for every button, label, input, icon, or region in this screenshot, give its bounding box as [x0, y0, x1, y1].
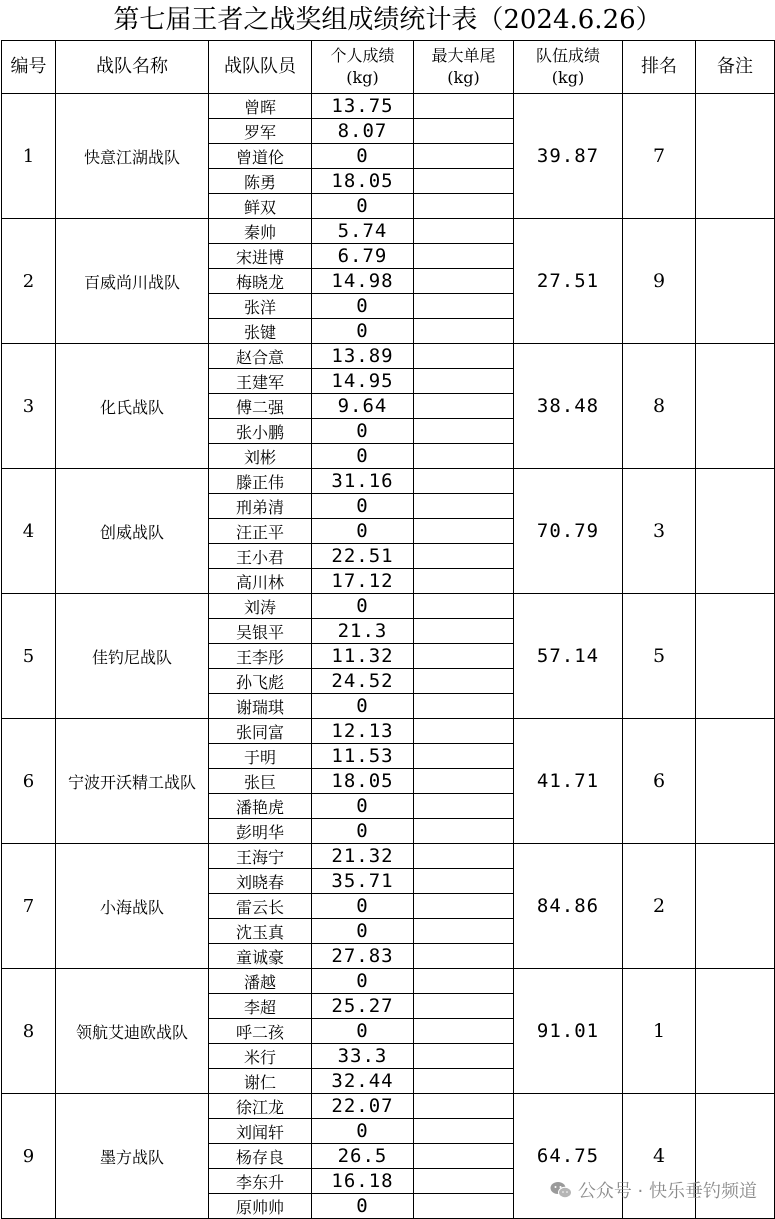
member-score: 22.51 — [312, 544, 414, 569]
header-no: 编号 — [2, 41, 56, 94]
member-name: 沈玉真 — [209, 919, 312, 944]
max-single-fish — [414, 94, 514, 119]
member-score: 12.13 — [312, 719, 414, 744]
team-rank: 5 — [623, 594, 696, 719]
team-note — [696, 844, 775, 969]
member-score: 21.32 — [312, 844, 414, 869]
max-single-fish — [414, 344, 514, 369]
max-single-fish — [414, 1069, 514, 1094]
team-rank: 9 — [623, 219, 696, 344]
team-rank: 3 — [623, 469, 696, 594]
max-single-fish — [414, 419, 514, 444]
member-name: 鲜双 — [209, 194, 312, 219]
member-name: 刘闻轩 — [209, 1119, 312, 1144]
max-single-fish — [414, 694, 514, 719]
member-name: 王小君 — [209, 544, 312, 569]
team-total: 27.51 — [514, 219, 623, 344]
max-single-fish — [414, 444, 514, 469]
member-score: 0 — [312, 1119, 414, 1144]
member-name: 谢瑞琪 — [209, 694, 312, 719]
member-score: 0 — [312, 319, 414, 344]
header-personal-unit: (kg) — [346, 68, 379, 87]
member-score: 0 — [312, 494, 414, 519]
member-score: 14.98 — [312, 269, 414, 294]
header-personal — [312, 41, 414, 94]
member-name: 米行 — [209, 1044, 312, 1069]
member-name: 雷云长 — [209, 894, 312, 919]
table-row — [2, 94, 775, 119]
table-row — [2, 969, 775, 994]
member-name: 王建军 — [209, 369, 312, 394]
member-name: 童诚豪 — [209, 944, 312, 969]
member-name: 王李彤 — [209, 644, 312, 669]
max-single-fish — [414, 319, 514, 344]
team-total: 39.87 — [514, 94, 623, 219]
max-single-fish — [414, 869, 514, 894]
member-name: 秦帅 — [209, 219, 312, 244]
member-name: 潘越 — [209, 969, 312, 994]
member-score: 13.75 — [312, 94, 414, 119]
member-score: 6.79 — [312, 244, 414, 269]
member-score: 8.07 — [312, 119, 414, 144]
member-score: 0 — [312, 1019, 414, 1044]
member-score: 26.5 — [312, 1144, 414, 1169]
max-single-fish — [414, 1019, 514, 1044]
team-name: 小海战队 — [56, 844, 209, 969]
member-name: 原帅帅 — [209, 1194, 312, 1219]
member-score: 0 — [312, 794, 414, 819]
max-single-fish — [414, 469, 514, 494]
max-single-fish — [414, 1144, 514, 1169]
member-name: 彭明华 — [209, 819, 312, 844]
member-name: 汪正平 — [209, 519, 312, 544]
member-name: 谢仁 — [209, 1069, 312, 1094]
member-name: 孙飞彪 — [209, 669, 312, 694]
max-single-fish — [414, 719, 514, 744]
team-name: 佳钓尼战队 — [56, 594, 209, 719]
member-name: 张同富 — [209, 719, 312, 744]
member-name: 陈勇 — [209, 169, 312, 194]
team-note — [696, 719, 775, 844]
team-number: 3 — [2, 344, 56, 469]
member-name: 高川林 — [209, 569, 312, 594]
max-single-fish — [414, 994, 514, 1019]
team-name: 领航艾迪欧战队 — [56, 969, 209, 1094]
team-note — [696, 94, 775, 219]
max-single-fish — [414, 544, 514, 569]
member-name: 宋进博 — [209, 244, 312, 269]
team-note — [696, 219, 775, 344]
header-member: 战队队员 — [209, 41, 312, 94]
member-name: 徐江龙 — [209, 1094, 312, 1119]
watermark-text: 公众号 · 快乐垂钓频道 — [577, 1181, 757, 1202]
max-single-fish — [414, 769, 514, 794]
member-score: 31.16 — [312, 469, 414, 494]
member-score: 0 — [312, 444, 414, 469]
member-name: 李超 — [209, 994, 312, 1019]
team-number: 5 — [2, 594, 56, 719]
member-name: 刘彬 — [209, 444, 312, 469]
max-single-fish — [414, 794, 514, 819]
max-single-fish — [414, 619, 514, 644]
team-rank: 4 — [623, 1094, 696, 1219]
max-single-fish — [414, 369, 514, 394]
max-single-fish — [414, 744, 514, 769]
member-score: 13.89 — [312, 344, 414, 369]
member-name: 张巨 — [209, 769, 312, 794]
header-row — [2, 41, 775, 94]
member-score: 27.83 — [312, 944, 414, 969]
max-single-fish — [414, 144, 514, 169]
member-name: 赵合意 — [209, 344, 312, 369]
table-row — [2, 719, 775, 744]
header-rank: 排名 — [623, 41, 696, 94]
member-name: 吴银平 — [209, 619, 312, 644]
header-total — [514, 41, 623, 94]
team-note — [696, 469, 775, 594]
max-single-fish — [414, 1169, 514, 1194]
max-single-fish — [414, 294, 514, 319]
team-name: 创威战队 — [56, 469, 209, 594]
team-rank: 6 — [623, 719, 696, 844]
member-name: 滕正伟 — [209, 469, 312, 494]
team-name: 宁波开沃精工战队 — [56, 719, 209, 844]
member-name: 呼二孩 — [209, 1019, 312, 1044]
header-note: 备注 — [696, 41, 775, 94]
team-total: 91.01 — [514, 969, 623, 1094]
header-total-label: 队伍成绩 — [535, 46, 600, 65]
max-single-fish — [414, 1119, 514, 1144]
member-name: 罗军 — [209, 119, 312, 144]
member-name: 梅晓龙 — [209, 269, 312, 294]
member-name: 刑弟清 — [209, 494, 312, 519]
member-score: 33.3 — [312, 1044, 414, 1069]
member-name: 刘涛 — [209, 594, 312, 619]
max-single-fish — [414, 894, 514, 919]
member-score: 0 — [312, 919, 414, 944]
team-note — [696, 594, 775, 719]
page-title: 第七届王者之战奖组成绩统计表（2024.6.26） — [113, 5, 662, 35]
member-name: 张洋 — [209, 294, 312, 319]
team-number: 8 — [2, 969, 56, 1094]
member-score: 24.52 — [312, 669, 414, 694]
member-name: 王海宁 — [209, 844, 312, 869]
member-score: 14.95 — [312, 369, 414, 394]
wechat-icon — [550, 1181, 572, 1199]
member-score: 21.3 — [312, 619, 414, 644]
table-row — [2, 844, 775, 869]
max-single-fish — [414, 644, 514, 669]
member-score: 35.71 — [312, 869, 414, 894]
member-score: 32.44 — [312, 1069, 414, 1094]
team-name: 快意江湖战队 — [56, 94, 209, 219]
member-score: 18.05 — [312, 169, 414, 194]
max-single-fish — [414, 594, 514, 619]
max-single-fish — [414, 269, 514, 294]
max-single-fish — [414, 1094, 514, 1119]
team-number: 4 — [2, 469, 56, 594]
member-score: 0 — [312, 894, 414, 919]
member-score: 0 — [312, 594, 414, 619]
member-score: 0 — [312, 419, 414, 444]
member-score: 17.12 — [312, 569, 414, 594]
team-rank: 2 — [623, 844, 696, 969]
member-score: 11.32 — [312, 644, 414, 669]
team-note — [696, 969, 775, 1094]
member-name: 张键 — [209, 319, 312, 344]
member-score: 0 — [312, 519, 414, 544]
team-total: 64.75 — [514, 1094, 623, 1219]
member-score: 11.53 — [312, 744, 414, 769]
max-single-fish — [414, 669, 514, 694]
team-rank: 8 — [623, 344, 696, 469]
member-name: 潘艳虎 — [209, 794, 312, 819]
header-team: 战队名称 — [56, 41, 209, 94]
header-max-unit: (kg) — [447, 68, 480, 87]
member-score: 0 — [312, 1194, 414, 1219]
team-rank: 1 — [623, 969, 696, 1094]
max-single-fish — [414, 919, 514, 944]
team-name: 墨方战队 — [56, 1094, 209, 1219]
member-name: 刘晓春 — [209, 869, 312, 894]
table-row — [2, 469, 775, 494]
watermark — [550, 1177, 757, 1203]
member-name: 张小鹏 — [209, 419, 312, 444]
results-table — [1, 40, 775, 1219]
team-number: 2 — [2, 219, 56, 344]
team-total: 84.86 — [514, 844, 623, 969]
max-single-fish — [414, 944, 514, 969]
member-score: 0 — [312, 694, 414, 719]
header-total-unit: (kg) — [551, 68, 585, 87]
header-max — [414, 41, 514, 94]
member-score: 22.07 — [312, 1094, 414, 1119]
max-single-fish — [414, 819, 514, 844]
max-single-fish — [414, 244, 514, 269]
max-single-fish — [414, 219, 514, 244]
team-total: 38.48 — [514, 344, 623, 469]
team-number: 6 — [2, 719, 56, 844]
member-score: 16.18 — [312, 1169, 414, 1194]
table-row — [2, 1094, 775, 1119]
member-score: 25.27 — [312, 994, 414, 1019]
member-name: 曾晖 — [209, 94, 312, 119]
max-single-fish — [414, 1044, 514, 1069]
member-name: 李东升 — [209, 1169, 312, 1194]
team-number: 1 — [2, 94, 56, 219]
table-row — [2, 594, 775, 619]
member-score: 0 — [312, 144, 414, 169]
max-single-fish — [414, 969, 514, 994]
member-score: 0 — [312, 194, 414, 219]
member-score: 0 — [312, 294, 414, 319]
team-name: 化氏战队 — [56, 344, 209, 469]
team-name: 百威尚川战队 — [56, 219, 209, 344]
header-personal-label: 个人成绩 — [330, 46, 395, 65]
max-single-fish — [414, 194, 514, 219]
member-score: 18.05 — [312, 769, 414, 794]
team-total: 70.79 — [514, 469, 623, 594]
member-name: 于明 — [209, 744, 312, 769]
max-single-fish — [414, 394, 514, 419]
team-rank: 7 — [623, 94, 696, 219]
max-single-fish — [414, 519, 514, 544]
max-single-fish — [414, 569, 514, 594]
max-single-fish — [414, 119, 514, 144]
member-name: 傅二强 — [209, 394, 312, 419]
max-single-fish — [414, 1194, 514, 1219]
table-row — [2, 344, 775, 369]
max-single-fish — [414, 494, 514, 519]
max-single-fish — [414, 169, 514, 194]
member-name: 杨存良 — [209, 1144, 312, 1169]
member-score: 9.64 — [312, 394, 414, 419]
member-score: 0 — [312, 969, 414, 994]
table-row — [2, 219, 775, 244]
member-score: 0 — [312, 819, 414, 844]
header-max-label: 最大单尾 — [431, 46, 496, 65]
team-total: 41.71 — [514, 719, 623, 844]
team-number: 7 — [2, 844, 56, 969]
member-score: 5.74 — [312, 219, 414, 244]
max-single-fish — [414, 844, 514, 869]
member-name: 曾道伦 — [209, 144, 312, 169]
team-note — [696, 344, 775, 469]
team-total: 57.14 — [514, 594, 623, 719]
team-number: 9 — [2, 1094, 56, 1219]
